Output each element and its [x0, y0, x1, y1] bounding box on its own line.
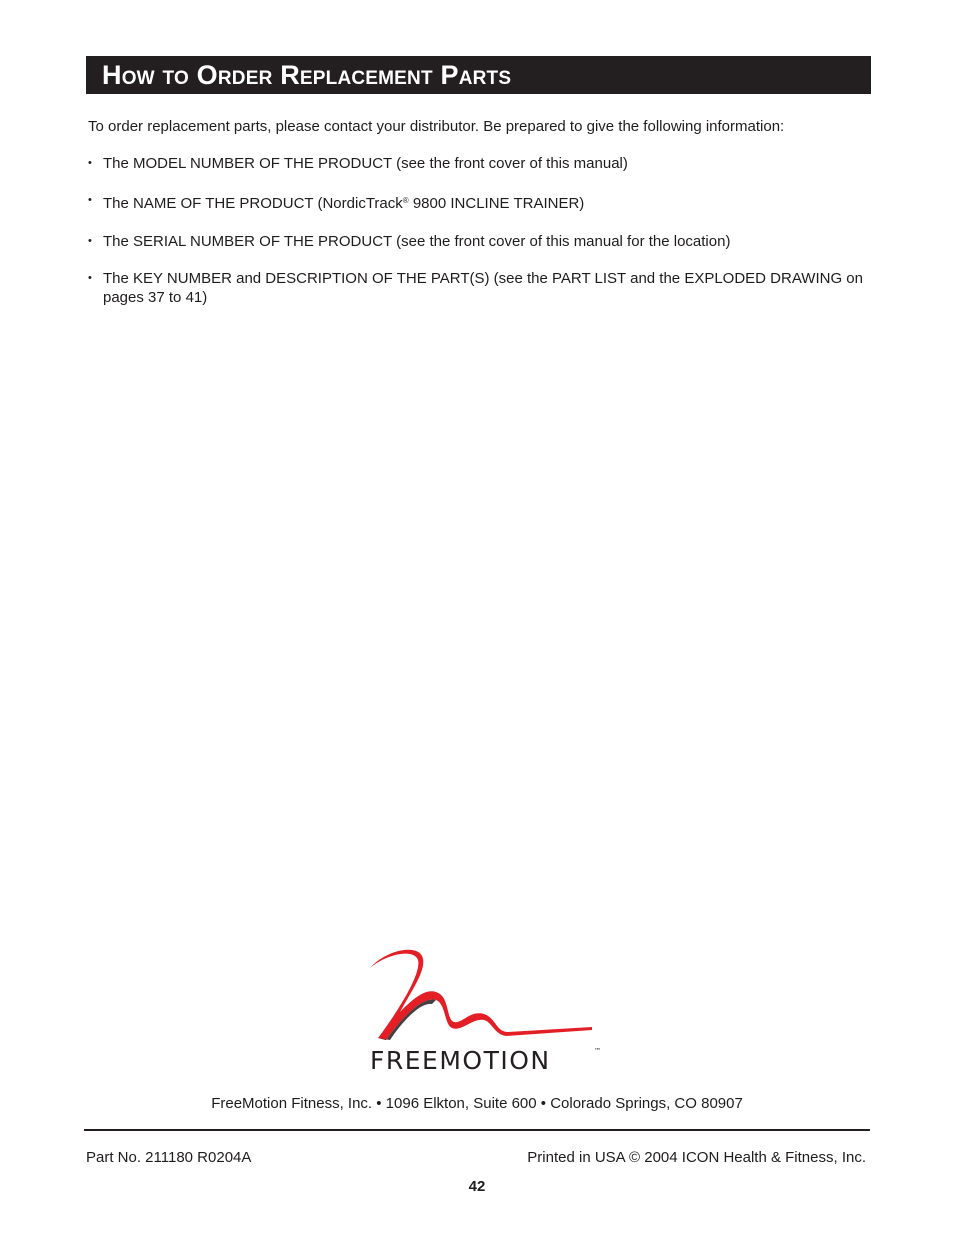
- company-address: FreeMotion Fitness, Inc. • 1096 Elkton, Suite 600 • Colorado Springs, CO 80907: [211, 1095, 743, 1112]
- bullet-icon: •: [88, 235, 92, 247]
- intro-paragraph: To order replacement parts, please contact your distributor. Be prepared to give the following information:: [88, 118, 785, 135]
- footer-divider: [84, 1129, 870, 1131]
- registered-mark: ®: [402, 196, 409, 205]
- list-item: [88, 232, 878, 251]
- section-title: How to Order Replacement Parts: [102, 59, 512, 90]
- list-item-text: 9800 INCLINE TRAINER): [408, 195, 585, 212]
- logo-wordmark: FREEMOTION: [370, 1046, 551, 1075]
- section-header: [86, 56, 871, 94]
- list-item-text: The MODEL NUMBER OF THE PRODUCT (see the front cover of this manual): [103, 155, 628, 172]
- list-item: [88, 191, 878, 213]
- list-item-text: The KEY NUMBER and DESCRIPTION OF THE PART(S) (see the PART LIST and the EXPLODED DRAWING on pages 37 to 41): [103, 270, 863, 306]
- bullet-icon: •: [88, 194, 92, 206]
- part-number: Part No. 211180 R0204A: [86, 1149, 252, 1166]
- freemotion-logo: [366, 948, 606, 1076]
- list-item: [88, 269, 878, 307]
- trademark-mark: ™: [594, 1047, 601, 1055]
- list-item: [88, 154, 878, 173]
- list-item-text: The NAME OF THE PRODUCT (NordicTrack: [103, 195, 403, 212]
- bullet-icon: •: [88, 157, 92, 169]
- list-item-text: The SERIAL NUMBER OF THE PRODUCT (see the front cover of this manual for the location): [103, 233, 731, 250]
- page-number: 42: [468, 1178, 486, 1195]
- logo-swoosh-icon: [370, 950, 592, 1040]
- printed-notice: Printed in USA © 2004 ICON Health & Fitness, Inc.: [527, 1149, 866, 1166]
- info-list: [88, 154, 878, 307]
- bullet-icon: •: [88, 272, 92, 284]
